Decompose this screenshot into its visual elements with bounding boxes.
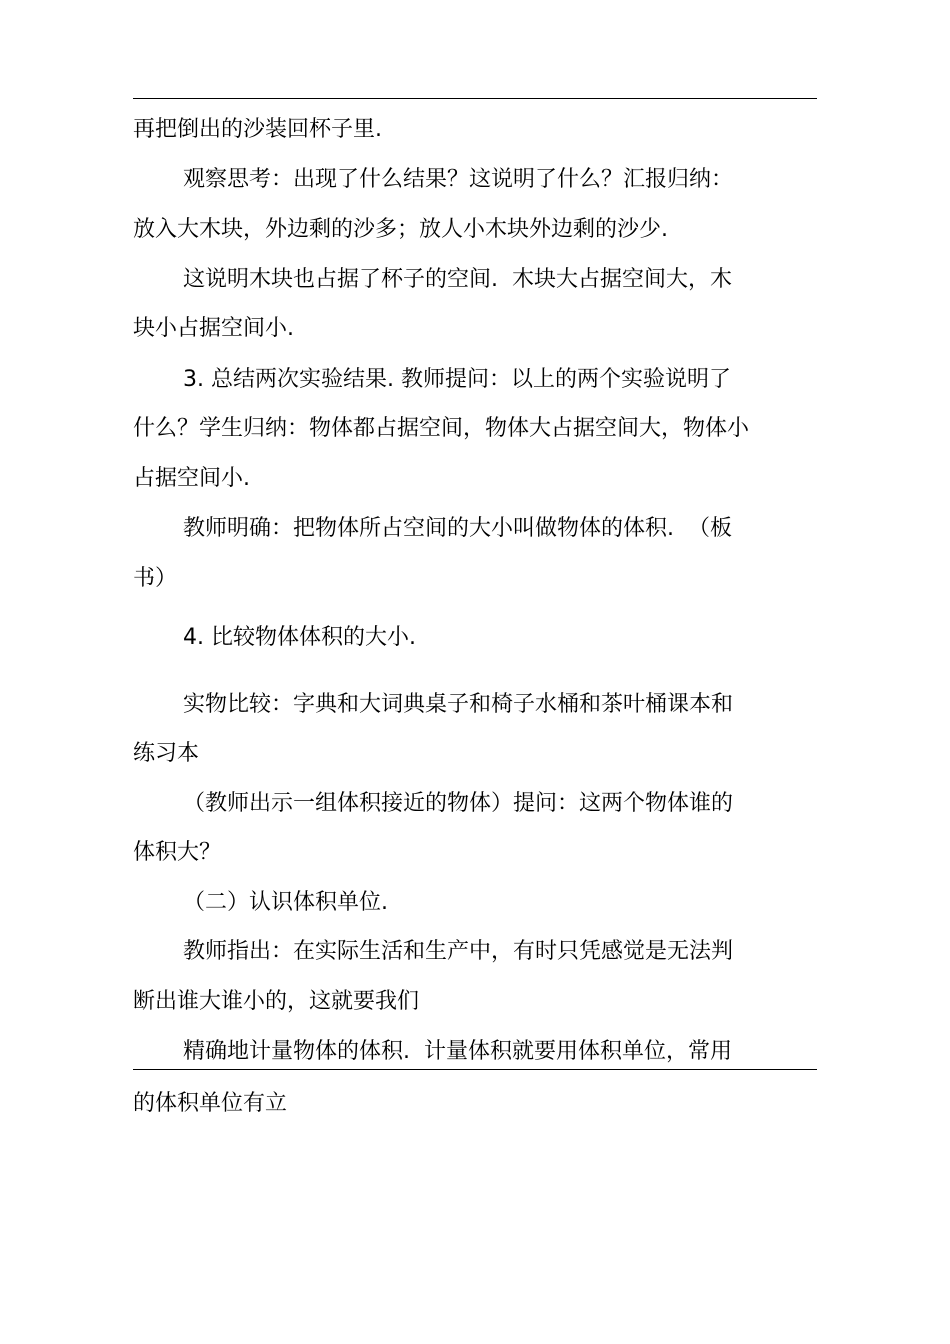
text-line: 块小占据空间小.: [133, 316, 294, 341]
text-line: 教师明确：把物体所占空间的大小叫做物体的体积. （板: [183, 516, 732, 541]
text-line: 占据空间小.: [133, 466, 250, 491]
text-line: 实物比较：字典和大词典桌子和椅子水桶和茶叶桶课本和: [183, 692, 734, 717]
text-line: 观察思考：出现了什么结果？这说明了什么？汇报归纳：: [183, 167, 734, 192]
text-line: 练习本: [133, 741, 200, 766]
text-line: 这说明木块也占据了杯子的空间. 木块大占据空间大，木: [183, 267, 732, 292]
text-line: 再把倒出的沙装回杯子里.: [133, 117, 382, 142]
text-line: 什么？学生归纳：物体都占据空间，物体大占据空间大，物体小: [133, 416, 750, 441]
text-line: 断出谁大谁小的，这就要我们: [133, 989, 420, 1014]
text-line: 书）: [133, 566, 178, 591]
footer-rule: [133, 1069, 817, 1070]
text-line: 3. 总结两次实验结果. 教师提问：以上的两个实验说明了: [183, 367, 731, 392]
text-line: 4. 比较物体体积的大小.: [183, 625, 416, 650]
header-rule: [133, 98, 817, 99]
text-line: 精确地计量物体的体积. 计量体积就要用体积单位，常用: [183, 1039, 732, 1064]
text-line: （二）认识体积单位.: [183, 890, 388, 915]
text-line: 教师指出：在实际生活和生产中，有时只凭感觉是无法判: [183, 939, 734, 964]
text-line: （教师出示一组体积接近的物体）提问：这两个物体谁的: [183, 791, 734, 816]
footer-text-line: 的体积单位有立: [133, 1091, 288, 1116]
text-line: 放入大木块，外边剩的沙多；放人小木块外边剩的沙少.: [133, 217, 668, 242]
text-line: 体积大？: [133, 840, 222, 865]
